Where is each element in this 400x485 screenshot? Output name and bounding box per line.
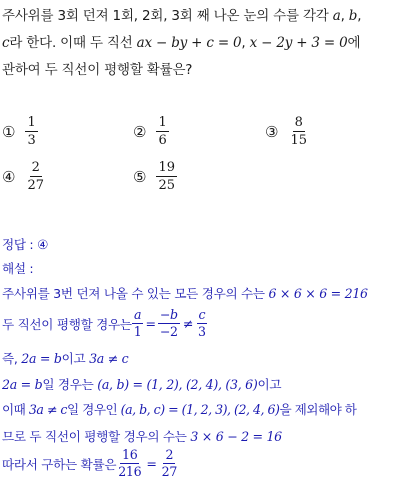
question-text-segment: 에 [347,35,361,51]
denominator: 216 [118,464,142,479]
denominator: 25 [158,178,175,193]
numerator: 8 [294,115,303,130]
denominator: 3 [27,133,36,148]
numerator: 1 [27,115,36,130]
not-equal-sign: ≠ [182,316,194,331]
denominator: 3 [198,324,206,339]
choice-5[interactable] [133,160,177,193]
denominator: 27 [27,178,44,193]
numerator: 2 [31,160,40,175]
choice-marker: ③ [265,122,279,141]
solution-heading: 해설 : [2,261,34,276]
line-equation-2: x − 2y + 3 = 0 [249,35,348,51]
denominator: 1 [133,324,142,339]
solution-math: 3a ≠ c [89,351,129,366]
solution-text: 주사위를 3번 던져 나올 수 있는 모든 경우의 수는 [2,286,269,301]
numerator: −b [159,307,178,322]
numerator: 19 [158,160,175,175]
solution-text: 따라서 구하는 확률은 [2,457,117,472]
solution-text: 이고 [61,351,90,366]
solution-math: 3 × 6 − 2 = 16 [190,429,282,444]
solution-text: 므로 두 직선이 평행할 경우의 수는 [2,429,191,444]
punctuation: , [241,35,250,51]
choice-fraction [156,115,168,148]
choice-4[interactable] [2,160,46,193]
solution-line-3 [2,348,398,367]
solution-text: 두 직선이 평행할 경우는 [2,317,132,332]
fraction-a-over-1 [132,308,144,339]
solution-line-1 [2,283,398,302]
choice-marker: ① [2,122,16,141]
solution-math: 6 × 6 × 6 = 216 [268,286,368,301]
solution-math: 3a ≠ c [28,402,67,417]
solution-line-5 [2,399,398,418]
solution-line-2 [2,308,398,339]
question-text [2,3,396,84]
numerator: c [198,307,206,322]
denominator: 15 [290,133,307,148]
denominator: 6 [158,133,167,148]
choice-fraction [288,115,309,148]
variable-a: a [332,8,341,24]
solution-text: 을 제외해야 하 [279,402,357,417]
fraction-neg-b-over-neg-2 [158,308,180,339]
choice-3[interactable] [265,115,309,148]
punctuation: , [357,8,362,24]
fraction-c-over-3 [196,308,208,339]
answer-line: 정답 : ④ [2,237,49,252]
choice-1[interactable] [2,115,38,148]
choice-2[interactable] [133,115,169,148]
choice-marker: ④ [2,167,16,186]
numerator: 2 [165,447,174,462]
question-line-2 [2,30,396,57]
question-line-1 [2,3,396,30]
solution-math: (a, b, c) = (1, 2, 3), (2, 4, 6) [120,402,280,417]
solution-text: 일 경우는 [42,377,98,392]
fraction-2-over-27 [160,448,179,479]
solution-text: 이때 [2,402,29,417]
choice-fraction [25,115,37,148]
equals-sign: = [146,456,157,471]
solution-math: 2a = b [21,351,62,366]
solution-line-7 [2,448,398,479]
variable-c: c [2,35,10,51]
denominator: −2 [159,324,178,339]
solution-text: 일 경우인 [66,402,121,417]
solution-text: 즉, [2,351,22,366]
solution-text: 이고 [257,377,282,392]
solution-line-4 [2,374,398,393]
line-equation-1: ax − by + c = 0 [136,35,242,51]
denominator: 27 [161,464,178,479]
variable-b: b [348,8,358,24]
solution-math: (a, b) = (1, 2), (2, 4), (3, 6) [97,377,258,392]
numerator: a [134,307,142,322]
numerator: 1 [158,115,167,130]
solution-math: 2a = b [2,377,43,392]
question-text-segment: 주사위를 3회 던져 1회, 2회, 3회 째 나온 눈의 수를 각각 [2,8,333,24]
fraction-16-over-216 [116,448,143,479]
choice-fraction [156,160,177,193]
punctuation: , [340,8,349,24]
equals-sign: = [145,316,156,331]
choice-fraction [25,160,46,193]
numerator: 16 [122,447,138,462]
choice-marker: ② [133,122,147,141]
choice-marker: ⑤ [133,167,147,186]
question-line-3: 관하여 두 직선이 평행할 확률은? [2,62,193,78]
question-text-segment: 라 한다. 이때 두 직선 [9,35,137,51]
solution-line-6 [2,426,398,445]
